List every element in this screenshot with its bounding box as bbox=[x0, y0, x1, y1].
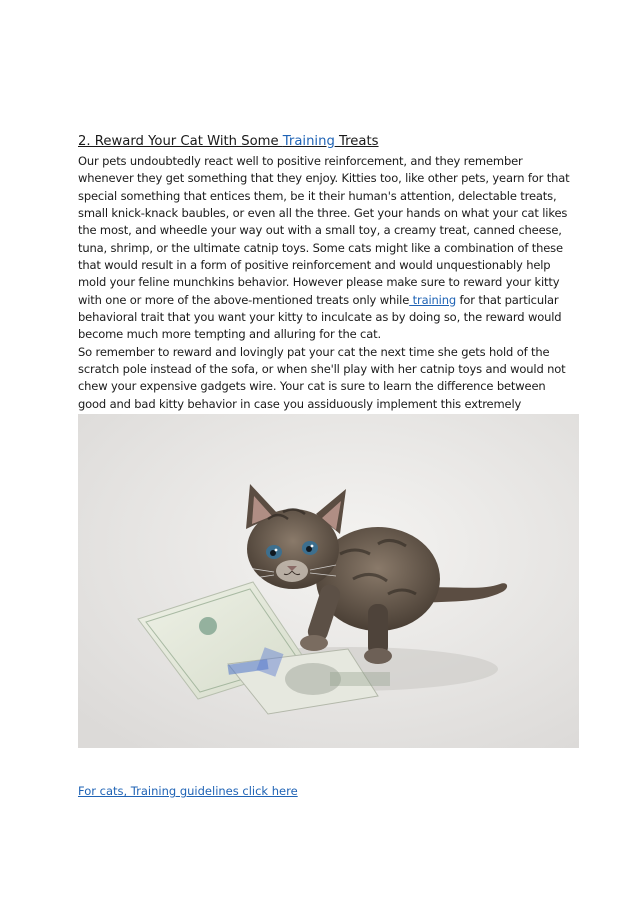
heading-text-prefix: 2. Reward Your Cat With Some bbox=[78, 134, 283, 149]
kitten-with-money-photo bbox=[78, 414, 579, 748]
training-guidelines-link[interactable]: For cats, Training guidelines click here bbox=[78, 784, 298, 798]
heading-training-link[interactable]: Training bbox=[282, 134, 335, 149]
section-heading bbox=[78, 133, 558, 151]
paragraph-1-rest: for that particular behavioral trait that you want your kitty to inculcate as by doing so, the reward would become much more tempting and alluring for the cat. bbox=[78, 292, 562, 342]
kitten-photo-illustration bbox=[78, 414, 579, 748]
paragraph-1 bbox=[78, 153, 570, 344]
inline-training-link[interactable]: training bbox=[409, 292, 456, 307]
article-body bbox=[78, 153, 570, 431]
heading-text-suffix: Treats bbox=[334, 134, 379, 149]
paragraph-1-text: Our pets undoubtedly react well to positive reinforcement, and they remember whenever they get something that they enjoy. Kitties too, like other pets, yearn for that special something that entices them, be it their human's attention, delectable treats, small knick-knack baubles, or even all the three. Get your hands on what your cat likes the most, and wheedle your way out with a small toy, a creamy treat, canned cheese, tuna, shrimp, or the ultimate catnip toys. Some cats might like a combination of these that would result in a form of positive reinforcement and would unquestionably help mold your feline munchkins behavior. However please make sure to reward your kitty with one or more of the above-mentioned treats only while bbox=[78, 154, 570, 307]
paragraph-2: So remember to reward and lovingly pat your cat the next time she gets hold of the scratch pole instead of the sofa, or when she'll play with her catnip toys and would not chew your expensive gadgets wire. Your cat is sure to learn the difference between good and bad kitty behavior in case you assiduously implement this extremely bbox=[78, 344, 566, 411]
